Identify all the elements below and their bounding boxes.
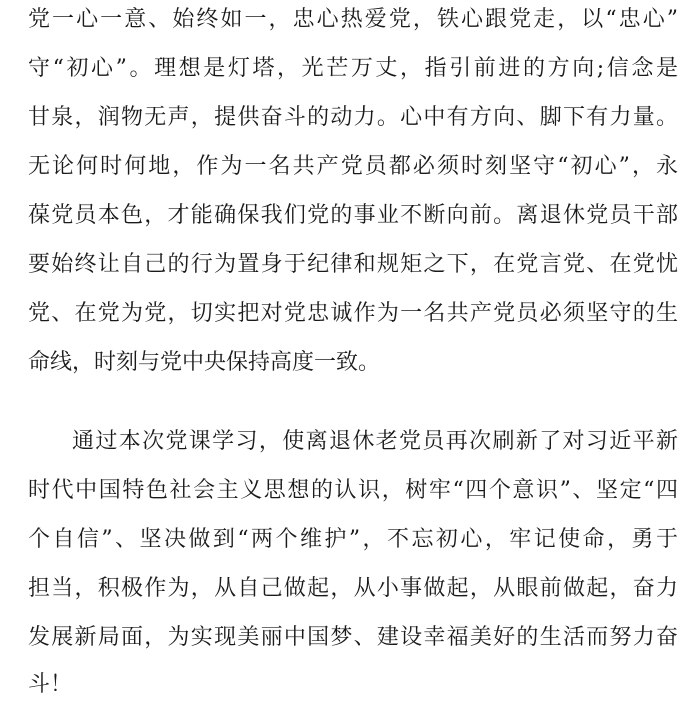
- paragraph-1-line-8: 命线，时刻与党中央保持高度一致。: [28, 350, 381, 375]
- paragraph-2-line-6: 斗！: [28, 672, 73, 697]
- paragraph-2-line-3: 个自信”、坚决做到“两个维护”，不忘初心，牢记使命，勇于: [28, 527, 678, 552]
- paragraph-1-line-2: 守“初心”。理想是灯塔，光芒万丈，指引前进的方向;信念是: [28, 56, 678, 81]
- paragraph-2-line-5: 发展新局面，为实现美丽中国梦、建设幸福美好的生活而努力奋: [28, 625, 678, 650]
- paragraph-1-line-5: 葆党员本色，才能确保我们党的事业不断向前。离退休党员干部: [28, 203, 678, 228]
- paragraph-1-line-6: 要始终让自己的行为置身于纪律和规矩之下，在党言党、在党忧: [28, 252, 678, 277]
- paragraph-1-line-1: 党一心一意、始终如一，忠心热爱党，铁心跟党走，以“忠心”: [28, 7, 678, 32]
- paragraph-1-line-7: 党、在党为党，切实把对党忠诚作为一名共产党员必须坚守的生: [28, 301, 678, 326]
- paragraph-1-line-4: 无论何时何地，作为一名共产党员都必须时刻坚守“初心”，永: [28, 154, 678, 179]
- paragraph-1-line-3: 甘泉，润物无声，提供奋斗的动力。心中有方向、脚下有力量。: [28, 105, 678, 130]
- paragraph-2-line-1: 通过本次党课学习，使离退休老党员再次刷新了对习近平新: [72, 429, 678, 454]
- paragraph-2-line-4: 担当，积极作为，从自己做起，从小事做起，从眼前做起，奋力: [28, 576, 678, 601]
- paragraph-2-line-2: 时代中国特色社会主义思想的认识，树牢“四个意识”、坚定“四: [28, 478, 678, 503]
